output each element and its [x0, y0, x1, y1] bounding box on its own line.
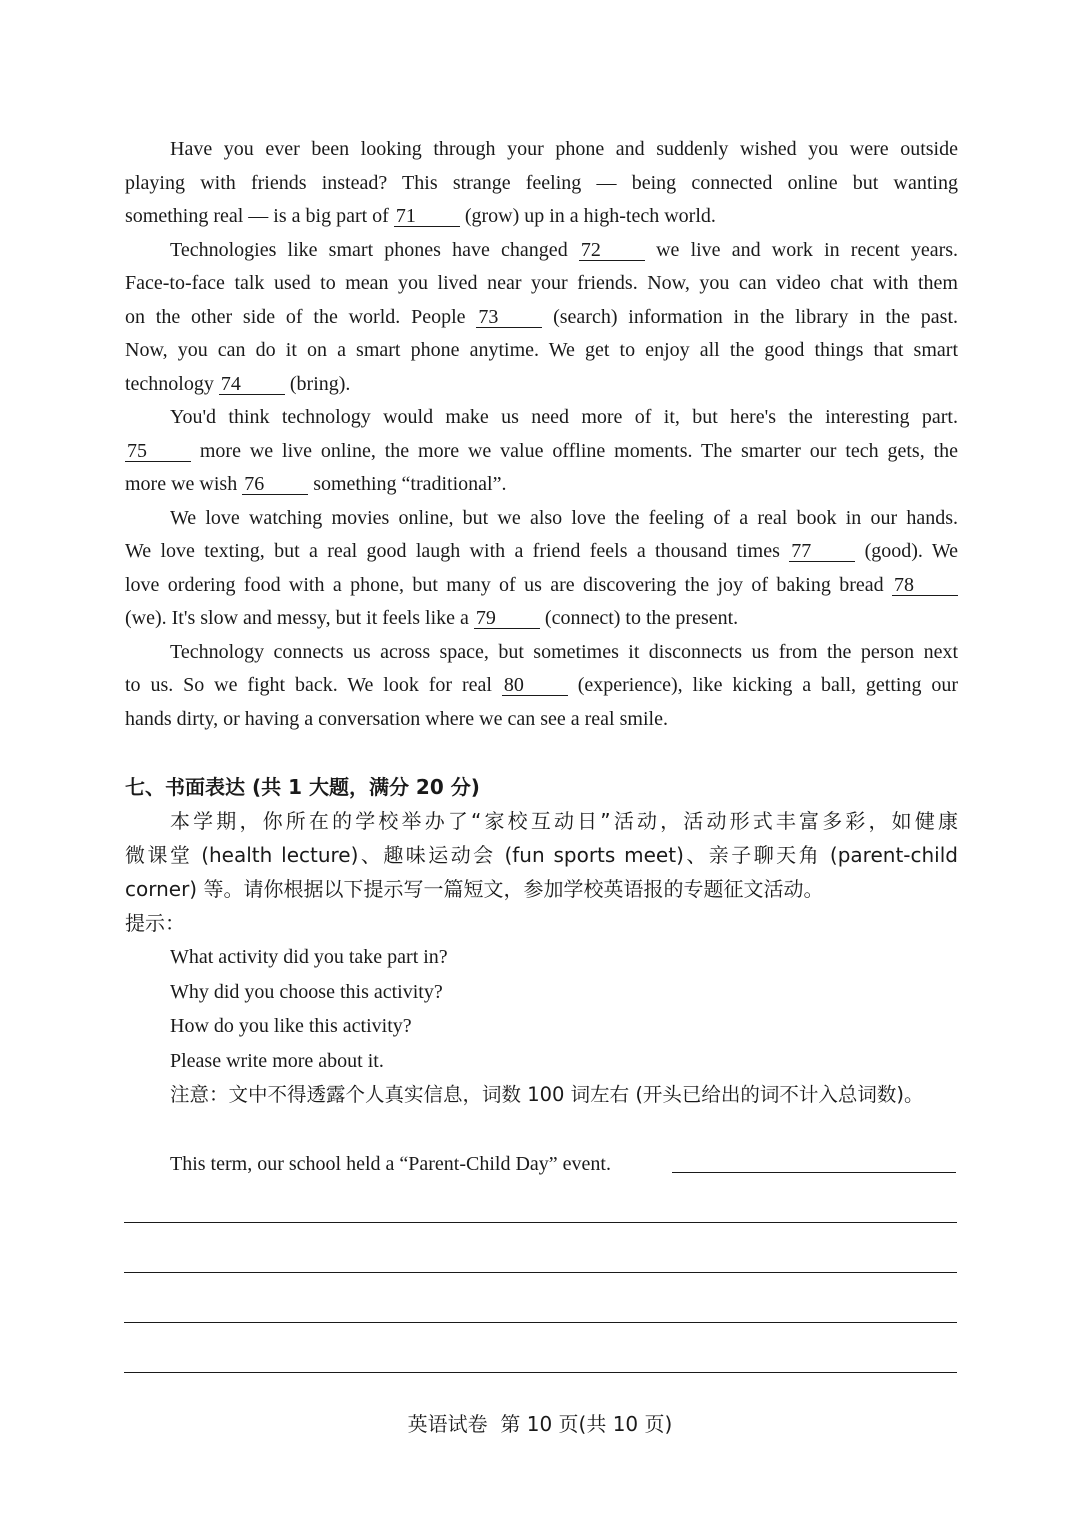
task-intro: 本学期，你所在的学校举办了“家校互动日”活动，活动形式丰富多彩，如健康: [170, 809, 958, 833]
task-intro: 微课堂 (health lecture)、趣味运动会 (fun sports meet)、亲子聊天角 (parent-child: [125, 843, 958, 867]
passage-line: on the other side of the world. People 73 (search) information in the library in the past.: [125, 305, 959, 328]
blank-74: 74: [219, 374, 285, 395]
hint-question: How do you like this activity?: [170, 1015, 412, 1037]
blank-73: 73: [476, 307, 542, 328]
answer-line[interactable]: [124, 1272, 957, 1273]
passage-line: Face-to-face talk used to mean you lived near your friends. Now, you can video chat with them: [125, 272, 958, 294]
page-footer: 英语试卷 第 10 页(共 10 页): [407, 1412, 673, 1436]
passage-line: (we). It's slow and messy, but it feels like a 79 (connect) to the present.: [125, 607, 739, 629]
hint-question: Please write more about it.: [170, 1049, 384, 1072]
answer-line[interactable]: [672, 1172, 956, 1173]
hint-question: Why did you choose this activity?: [170, 980, 443, 1003]
answer-line[interactable]: [124, 1372, 957, 1373]
task-intro: corner) 等。请你根据以下提示写一篇短文，参加学校英语报的专题征文活动。: [125, 877, 824, 901]
blank-75: 75: [125, 441, 191, 462]
blank-72: 72: [579, 240, 645, 261]
passage-line: love ordering food with a phone, but many of us are discovering the joy of baking bread 78: [125, 569, 958, 603]
passage-line: Technology connects us across space, but sometimes it disconnects us from the person next: [170, 640, 958, 663]
blank-76: 76: [242, 474, 308, 495]
passage-line: Technologies like smart phones have changed 72 we live and work in recent years.: [170, 238, 959, 261]
blank-80: 80: [502, 675, 568, 696]
passage-line: We love watching movies online, but we also love the feeling of a real book in our hands.: [170, 506, 958, 529]
passage-line: hands dirty, or having a conversation where we can see a real smile.: [125, 707, 668, 730]
blank-71: 71: [394, 206, 460, 227]
passage-line: Have you ever been looking through your phone and suddenly wished you were outside: [170, 138, 958, 160]
passage-line: to us. So we fight back. We look for real 80 (experience), like kicking a ball, getting our: [125, 674, 959, 696]
hint-label: 提示：: [125, 911, 185, 935]
answer-line[interactable]: [124, 1222, 957, 1223]
note: 注意：文中不得透露个人真实信息，词数 100 词左右 (开头已给出的词不计入总词数)。: [170, 1083, 924, 1106]
writing-section: [125, 770, 958, 1112]
passage-line: Now, you can do it on a smart phone anytime. We get to enjoy all the good things that smart: [125, 339, 958, 361]
section-title: 七、书面表达 (共 1 大题，满分 20 分): [125, 775, 480, 799]
passage-line: We love texting, but a real good laugh with a friend feels a thousand times 77 (good). We: [125, 540, 958, 562]
hint-question: What activity did you take part in?: [170, 946, 448, 968]
passage-line: more we wish 76 something “traditional”.: [125, 473, 507, 495]
answer-line[interactable]: [124, 1322, 957, 1323]
passage-line: 75 more we live online, the more we value offline moments. The smarter our tech gets, the: [127, 439, 959, 462]
blank-77: 77: [789, 541, 855, 562]
passage-line: playing with friends instead? This strange feeling — being connected online but wanting: [125, 171, 958, 194]
blank-78: 78: [892, 575, 958, 596]
passage-line: You'd think technology would make us need more of it, but here's the interesting part.: [170, 406, 958, 428]
cloze-passage: [125, 133, 958, 736]
blank-79: 79: [474, 608, 540, 629]
passage-line: technology 74 (bring).: [125, 372, 351, 395]
start-sentence: This term, our school held a “Parent-Child Day” event.: [170, 1153, 611, 1175]
passage-line: something real — is a big part of 71 (grow) up in a high-tech world.: [125, 205, 716, 227]
